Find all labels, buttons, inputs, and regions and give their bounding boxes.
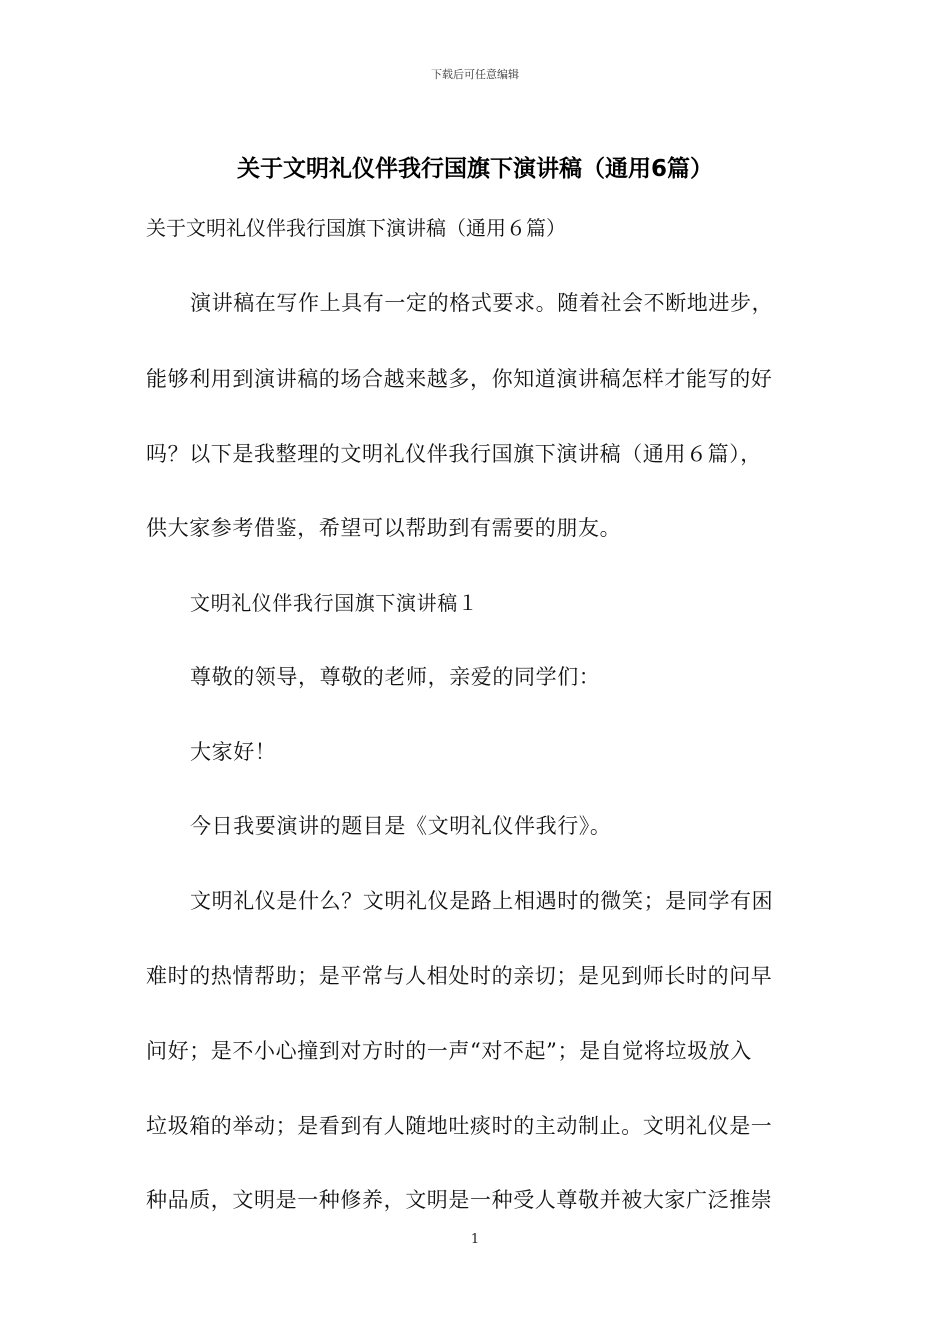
paragraph-line: 吗？以下是我整理的文明礼仪伴我行国旗下演讲稿（通用６篇），: [146, 442, 762, 466]
paragraph-line: 难时的热情帮助；是平常与人相处时的亲切；是见到师长时的问早: [146, 964, 773, 988]
greeting: 大家好！: [190, 740, 277, 764]
header-note: 下载后可任意编辑: [431, 68, 519, 81]
paragraph-line: 供大家参考借鉴，希望可以帮助到有需要的朋友。: [146, 516, 622, 540]
paragraph-line: 能够利用到演讲稿的场合越来越多，你知道演讲稿怎样才能写的好: [146, 367, 773, 391]
paragraph-line: 垃圾箱的举动；是看到有人随地吐痰时的主动制止。文明礼仪是一: [146, 1114, 773, 1138]
paragraph-line: 种品质，文明是一种修养，文明是一种受人尊敬并被大家广泛推崇: [146, 1188, 773, 1212]
salutation: 尊敬的领导，尊敬的老师，亲爱的同学们：: [190, 665, 601, 689]
paragraph-line: 今日我要演讲的题目是《文明礼仪伴我行》。: [190, 814, 612, 838]
section-heading: 文明礼仪伴我行国旗下演讲稿１: [190, 591, 479, 615]
document-subtitle: 关于文明礼仪伴我行国旗下演讲稿（通用６篇）: [146, 216, 566, 240]
document-title: 关于文明礼仪伴我行国旗下演讲稿（通用6篇）: [236, 156, 713, 182]
paragraph-line: 问好；是不小心撞到对方时的一声“对不起”；是自觉将垃圾放入: [146, 1039, 752, 1063]
paragraph-line: 演讲稿在写作上具有一定的格式要求。随着社会不断地进步，: [190, 291, 774, 315]
page-number: 1: [470, 1232, 480, 1247]
paragraph-line: 文明礼仪是什么？文明礼仪是路上相遇时的微笑；是同学有困: [190, 889, 774, 913]
